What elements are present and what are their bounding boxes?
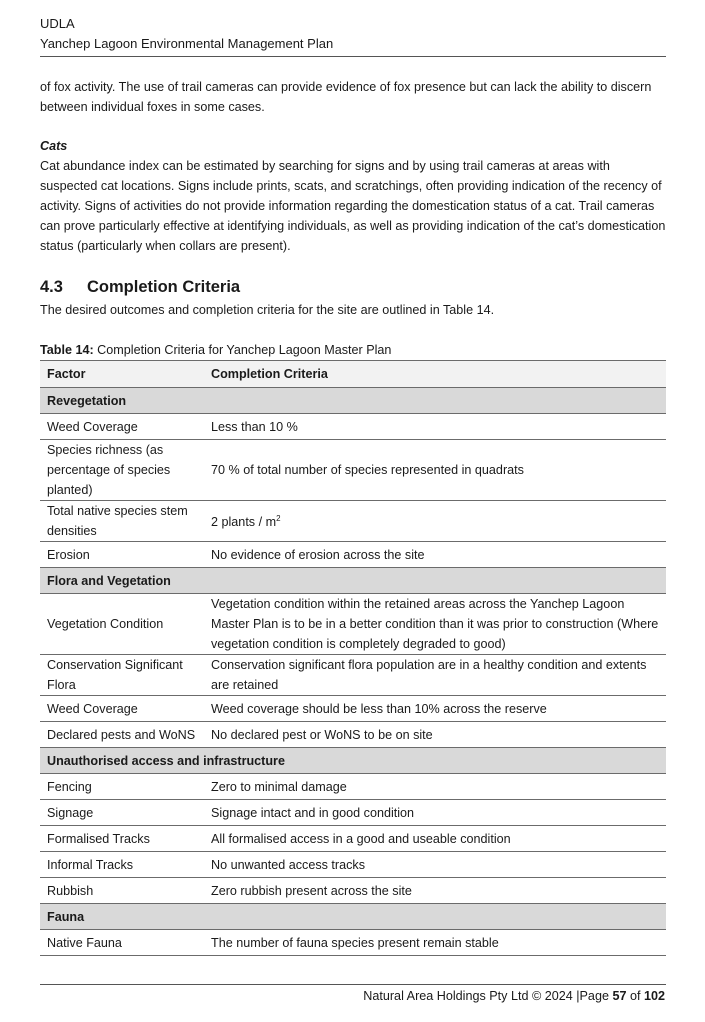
page-footer (363, 986, 665, 1006)
criteria-text: Weed coverage should be less than 10% across the reserve (211, 701, 547, 716)
table-row (40, 774, 666, 800)
factor-cell: Erosion (40, 542, 204, 568)
criteria-text: Less than 10 % (211, 419, 298, 434)
section-number: 4.3 (40, 278, 63, 296)
factor-cell: Conservation Significant Flora (40, 655, 204, 696)
table-group-row (40, 388, 666, 414)
criteria-text: No declared pest or WoNS to be on site (211, 727, 433, 742)
footer-page-number: 57 (612, 989, 627, 1003)
table-row (40, 800, 666, 826)
header-divider (40, 56, 666, 57)
criteria-text: Zero rubbish present across the site (211, 883, 412, 898)
table-row (40, 414, 666, 440)
criteria-text: No unwanted access tracks (211, 857, 365, 872)
cats-heading: Cats (40, 139, 68, 153)
column-header-criteria: Completion Criteria (204, 361, 666, 388)
table-header-row (40, 361, 666, 388)
superscript-exponent: 2 (276, 514, 281, 524)
table-row (40, 440, 666, 501)
table-row (40, 501, 666, 542)
footer-of: of (626, 989, 644, 1003)
criteria-cell (204, 414, 666, 440)
factor-cell: Weed Coverage (40, 414, 204, 440)
criteria-text: Vegetation condition within the retained areas across the Yanchep Lagoon Master Plan is to be in a better condition than it was prior to construction (Where vegetation condition is completely degraded to good) (211, 597, 659, 651)
table-row (40, 655, 666, 696)
criteria-cell (204, 501, 666, 542)
factor-cell: Species richness (as percentage of species planted) (40, 440, 204, 501)
factor-cell: Declared pests and WoNS (40, 722, 204, 748)
table-row (40, 696, 666, 722)
factor-cell: Formalised Tracks (40, 826, 204, 852)
table-group-row (40, 568, 666, 594)
criteria-text: 2 plants / m (211, 515, 277, 530)
criteria-cell (204, 722, 666, 748)
table-row (40, 826, 666, 852)
table-group-row (40, 904, 666, 930)
criteria-text: Zero to minimal damage (211, 779, 347, 794)
table-row (40, 852, 666, 878)
footer-company: Natural Area Holdings Pty Ltd © 2024 |Page (363, 989, 613, 1003)
factor-cell: Fencing (40, 774, 204, 800)
table-group-label: Flora and Vegetation (40, 568, 666, 594)
table-caption-text: Completion Criteria for Yanchep Lagoon Master Plan (97, 343, 392, 357)
column-header-factor: Factor (40, 361, 204, 388)
criteria-cell (204, 800, 666, 826)
table-row (40, 930, 666, 956)
criteria-cell (204, 655, 666, 696)
footer-page-total: 102 (643, 989, 665, 1003)
cats-paragraph: Cat abundance index can be estimated by searching for signs and by using trail cameras at areas with suspected cat locations. Signs include prints, scats, and scratchings, often providing indication of the recency of activity. Signs of activities do not provide information regarding the domestication status of a cat. Trail cameras can prove particularly effective at identifying individuals, as well as providing indication of the cat’s domestication status (particularly when collars are present). (40, 159, 666, 253)
factor-cell: Rubbish (40, 878, 204, 904)
table-caption (40, 340, 391, 360)
table-group-label: Unauthorised access and infrastructure (40, 748, 666, 774)
criteria-cell (204, 774, 666, 800)
criteria-cell (204, 852, 666, 878)
fox-paragraph: of fox activity. The use of trail cameras can provide evidence of fox presence but can lack the ability to discern between individual foxes in some cases. (40, 80, 652, 114)
criteria-cell (204, 696, 666, 722)
criteria-text: Signage intact and in good condition (211, 805, 415, 820)
table-group-label: Fauna (40, 904, 666, 930)
criteria-cell (204, 826, 666, 852)
header-org: UDLA (40, 16, 75, 31)
criteria-text: 70 % of total number of species represented in quadrats (211, 463, 524, 477)
criteria-text: All formalised access in a good and useable condition (211, 831, 511, 846)
table-group-label: Revegetation (40, 388, 666, 414)
table-caption-label: Table 14: (40, 343, 94, 357)
page-header (40, 14, 666, 54)
table-group-row (40, 748, 666, 774)
criteria-text: No evidence of erosion across the site (211, 547, 425, 562)
header-title: Yanchep Lagoon Environmental Management Plan (40, 36, 334, 51)
section-heading (40, 275, 240, 299)
table-body (40, 388, 666, 956)
criteria-cell (204, 594, 666, 655)
table-row (40, 878, 666, 904)
footer-divider (40, 984, 666, 985)
criteria-text: The number of fauna species present remain stable (211, 935, 499, 950)
criteria-cell (204, 878, 666, 904)
factor-cell: Vegetation Condition (40, 594, 204, 655)
factor-cell: Signage (40, 800, 204, 826)
criteria-cell (204, 440, 666, 501)
factor-cell: Informal Tracks (40, 852, 204, 878)
table-row (40, 594, 666, 655)
criteria-text: Conservation significant flora population are in a healthy condition and extents are retained (211, 658, 647, 692)
criteria-cell (204, 542, 666, 568)
table-row (40, 542, 666, 568)
completion-criteria-table (40, 360, 666, 956)
section-intro: The desired outcomes and completion criteria for the site are outlined in Table 14. (40, 303, 495, 317)
factor-cell: Native Fauna (40, 930, 204, 956)
factor-cell: Total native species stem densities (40, 501, 204, 542)
factor-cell: Weed Coverage (40, 696, 204, 722)
section-title: Completion Criteria (87, 278, 241, 296)
criteria-cell (204, 930, 666, 956)
table-row (40, 722, 666, 748)
